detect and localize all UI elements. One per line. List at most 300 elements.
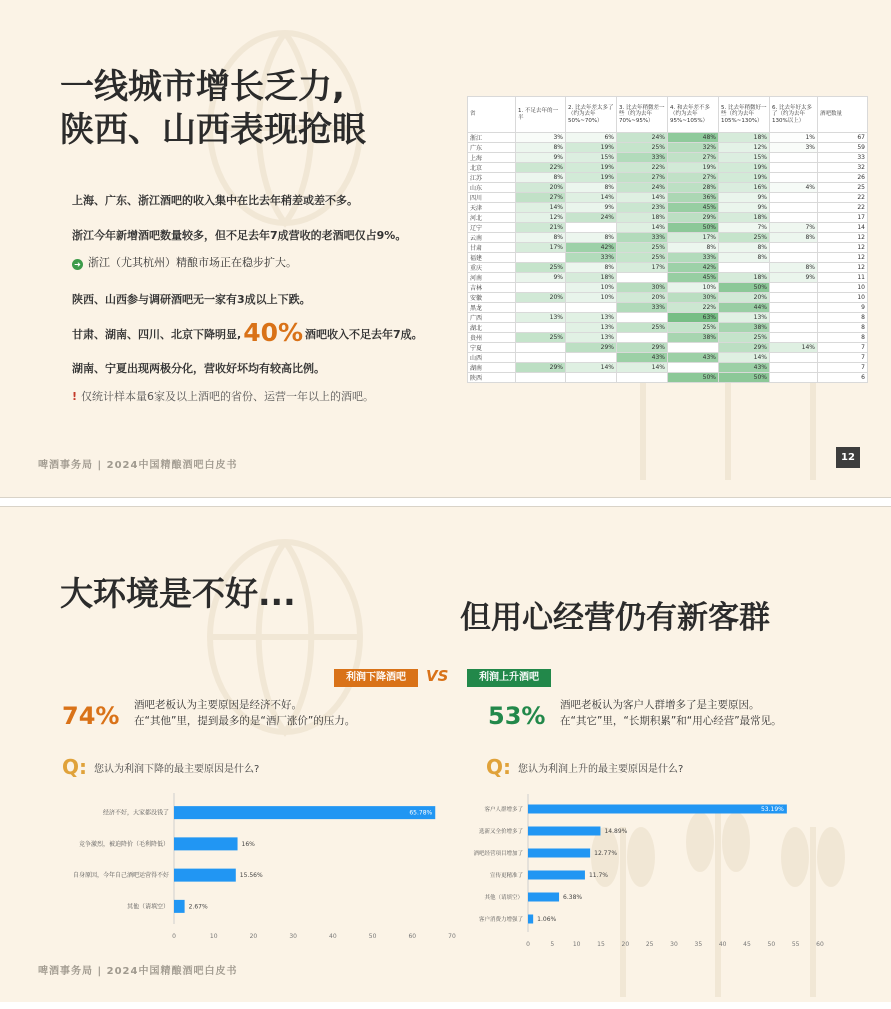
percent-cell: 27% <box>668 153 719 163</box>
tick-label: 0 <box>172 933 176 940</box>
table-header-cell: 2. 比去年差太多了（约为去年50%~70%） <box>566 97 617 133</box>
count-cell: 33 <box>818 153 868 163</box>
table-row <box>468 313 868 323</box>
right-percentage: 53% <box>488 702 546 730</box>
category-label: 其他（请填空） <box>126 903 169 911</box>
percent-cell <box>566 373 617 383</box>
percent-cell: 25% <box>516 263 566 273</box>
percent-cell: 10% <box>668 283 719 293</box>
percent-cell <box>617 273 668 283</box>
province-cell: 浙江 <box>468 133 516 143</box>
percent-cell: 14% <box>617 223 668 233</box>
percent-cell: 25% <box>617 323 668 333</box>
percent-cell: 38% <box>719 323 770 333</box>
percent-cell: 16% <box>719 183 770 193</box>
percent-cell <box>770 363 818 373</box>
percent-cell: 8% <box>516 233 566 243</box>
province-cell: 上海 <box>468 153 516 163</box>
province-cell: 福建 <box>468 253 516 263</box>
highlight-percentage: 40% <box>243 318 304 347</box>
bar <box>174 869 236 882</box>
percent-cell: 20% <box>617 293 668 303</box>
bar <box>528 849 590 858</box>
data-label: 15.56% <box>239 872 263 880</box>
count-cell: 12 <box>818 263 868 273</box>
percent-cell: 8% <box>566 183 617 193</box>
insight-note-text: 浙江（尤其杭州）精酿市场正在稳步扩大。 <box>88 256 297 269</box>
percent-cell: 8% <box>770 233 818 243</box>
percent-cell: 9% <box>566 203 617 213</box>
percent-cell <box>617 333 668 343</box>
bar <box>528 915 533 924</box>
province-cell: 河北 <box>468 213 516 223</box>
data-label: 53.19% <box>760 806 784 813</box>
percent-cell: 43% <box>719 363 770 373</box>
insight-text-part: 酒吧收入不足去年7成。 <box>305 328 423 341</box>
percent-cell <box>770 163 818 173</box>
percent-cell: 25% <box>617 243 668 253</box>
tick-label: 50 <box>368 933 377 940</box>
insight-text-highlight <box>72 318 423 347</box>
percent-cell: 8% <box>566 263 617 273</box>
percent-cell: 42% <box>668 263 719 273</box>
province-cell: 云南 <box>468 233 516 243</box>
count-cell: 12 <box>818 243 868 253</box>
percent-cell: 30% <box>668 293 719 303</box>
tick-label: 50 <box>767 941 776 948</box>
percent-cell: 43% <box>617 353 668 363</box>
province-cell: 江苏 <box>468 173 516 183</box>
province-cell: 贵州 <box>468 333 516 343</box>
percent-cell: 14% <box>566 193 617 203</box>
question-mark-left: Q: <box>62 755 87 779</box>
revenue-table <box>467 96 868 383</box>
table-row <box>468 183 868 193</box>
insight-note <box>72 254 297 270</box>
footer-text: 啤酒事务局 | 2024中国精酿酒吧白皮书 <box>38 966 238 977</box>
data-label: 16% <box>241 840 255 848</box>
category-label: 选新又全价增多了 <box>478 829 523 835</box>
percent-cell: 48% <box>668 133 719 143</box>
percent-cell <box>770 353 818 363</box>
title-right: 但用心经营仍有新客群 <box>460 600 770 636</box>
data-label: 65.78% <box>409 809 433 817</box>
table-row <box>468 323 868 333</box>
table-row <box>468 293 868 303</box>
percent-cell: 33% <box>668 253 719 263</box>
table-row <box>468 333 868 343</box>
data-label: 1.06% <box>537 916 557 923</box>
province-cell: 河南 <box>468 273 516 283</box>
percent-cell: 8% <box>668 243 719 253</box>
percent-cell: 23% <box>617 203 668 213</box>
tick-label: 30 <box>670 941 678 948</box>
province-cell: 黑龙 <box>468 303 516 313</box>
category-label: 酒吧经营项目增加了 <box>473 851 523 857</box>
count-cell: 8 <box>818 313 868 323</box>
count-cell: 17 <box>818 213 868 223</box>
percent-cell: 8% <box>516 173 566 183</box>
tick-label: 45 <box>743 941 751 948</box>
percent-cell: 14% <box>516 203 566 213</box>
tick-label: 60 <box>408 933 417 940</box>
percent-cell: 19% <box>566 163 617 173</box>
percent-cell <box>770 213 818 223</box>
count-cell: 10 <box>818 283 868 293</box>
percent-cell: 29% <box>617 343 668 353</box>
tick-label: 20 <box>621 941 630 948</box>
table-row <box>468 203 868 213</box>
percent-cell <box>770 373 818 383</box>
table-row <box>468 253 868 263</box>
bar <box>174 900 185 913</box>
data-label: 11.7% <box>588 872 609 879</box>
percent-cell: 9% <box>770 273 818 283</box>
percent-cell: 18% <box>719 213 770 223</box>
province-cell: 辽宁 <box>468 223 516 233</box>
percent-cell: 19% <box>566 143 617 153</box>
percent-cell: 29% <box>668 213 719 223</box>
percent-cell: 20% <box>719 293 770 303</box>
question-mark-right: Q: <box>486 755 511 779</box>
percent-cell: 28% <box>668 183 719 193</box>
percent-cell: 27% <box>516 193 566 203</box>
tick-label: 35 <box>694 941 703 948</box>
count-cell: 7 <box>818 343 868 353</box>
percent-cell: 7% <box>719 223 770 233</box>
province-cell: 四川 <box>468 193 516 203</box>
percent-cell <box>770 153 818 163</box>
percent-cell <box>668 343 719 353</box>
percent-cell: 18% <box>719 273 770 283</box>
percent-cell: 8% <box>719 243 770 253</box>
table-row <box>468 263 868 273</box>
table-row <box>468 143 868 153</box>
vs-label: VS <box>426 667 449 685</box>
percent-cell <box>566 223 617 233</box>
percent-cell <box>566 353 617 363</box>
percent-cell <box>516 373 566 383</box>
percent-cell: 14% <box>617 193 668 203</box>
bar <box>528 827 600 836</box>
percent-cell: 19% <box>719 163 770 173</box>
percent-cell: 45% <box>668 203 719 213</box>
table-header-cell: 5. 比去年稍微好一些（约为去年105%~130%） <box>719 97 770 133</box>
category-label: 宣传更精准了 <box>489 873 523 879</box>
category-label: 竞争激烈，被迫降价（毛利降低） <box>78 840 169 848</box>
insight-text: 陕西、山西参与调研酒吧无一家有3成以上下跌。 <box>72 293 311 306</box>
bar <box>528 893 559 902</box>
right-description-line: 酒吧老板认为客户人群增多了是主要原因。 <box>560 699 760 711</box>
percent-cell: 22% <box>668 303 719 313</box>
table-header-cell: 1. 不足去年的一半 <box>516 97 566 133</box>
percent-cell: 18% <box>566 273 617 283</box>
insight-text: 湖南、宁夏出现两极分化，营收好坏均有较高比例。 <box>72 362 325 375</box>
table-row <box>468 233 868 243</box>
percent-cell: 33% <box>566 253 617 263</box>
table-row <box>468 273 868 283</box>
percent-cell <box>770 193 818 203</box>
tick-label: 40 <box>329 933 337 940</box>
percent-cell: 13% <box>516 313 566 323</box>
table-header-cell: 省 <box>468 97 516 133</box>
percent-cell: 17% <box>516 243 566 253</box>
percent-cell: 9% <box>516 153 566 163</box>
percent-cell <box>617 373 668 383</box>
count-cell: 59 <box>818 143 868 153</box>
percent-cell: 14% <box>719 353 770 363</box>
page-title <box>60 66 440 152</box>
percent-cell: 24% <box>617 133 668 143</box>
tick-label: 55 <box>791 941 800 948</box>
bar <box>174 837 238 850</box>
footnote-text: 仅统计样本量6家及以上酒吧的省份、运营一年以上的酒吧。 <box>81 390 375 403</box>
province-cell: 山东 <box>468 183 516 193</box>
percent-cell: 25% <box>617 253 668 263</box>
table-row <box>468 363 868 373</box>
province-cell: 宁夏 <box>468 343 516 353</box>
percent-cell: 9% <box>719 193 770 203</box>
percent-cell: 50% <box>668 223 719 233</box>
footer-text: 啤酒事务局 | 2024中国精酿酒吧白皮书 <box>38 460 238 471</box>
province-cell: 广西 <box>468 313 516 323</box>
percent-cell <box>516 303 566 313</box>
percent-cell: 19% <box>566 173 617 183</box>
circle-arrow-right-icon: ➜ <box>72 259 83 270</box>
percent-cell <box>770 293 818 303</box>
percent-cell: 29% <box>566 343 617 353</box>
table-row <box>468 303 868 313</box>
table-header-cell: 4. 和去年差不多（约为去年95%~105%） <box>668 97 719 133</box>
percent-cell: 6% <box>566 133 617 143</box>
count-cell: 26 <box>818 173 868 183</box>
percent-cell: 14% <box>566 363 617 373</box>
percent-cell <box>770 283 818 293</box>
right-description-line: 在“其它”里，“长期积累”和“用心经营”最常见。 <box>560 715 782 728</box>
table-row <box>468 193 868 203</box>
percent-cell: 14% <box>770 343 818 353</box>
province-cell: 甘肃 <box>468 243 516 253</box>
percent-cell: 32% <box>668 143 719 153</box>
percent-cell <box>516 253 566 263</box>
percent-cell: 22% <box>516 163 566 173</box>
bar <box>528 805 787 814</box>
percent-cell: 3% <box>770 143 818 153</box>
percent-cell: 4% <box>770 183 818 193</box>
page-number: 12 <box>836 447 860 468</box>
slide-revenue-by-province <box>0 0 891 497</box>
tick-label: 10 <box>572 941 581 948</box>
percent-cell: 20% <box>516 293 566 303</box>
table-body <box>468 133 868 383</box>
percent-cell: 19% <box>668 163 719 173</box>
percent-cell <box>516 323 566 333</box>
count-cell: 11 <box>818 273 868 283</box>
bar <box>174 806 435 819</box>
percent-cell: 29% <box>719 343 770 353</box>
percent-cell: 1% <box>770 133 818 143</box>
percent-cell: 25% <box>516 333 566 343</box>
percent-cell <box>770 323 818 333</box>
tick-label: 60 <box>816 941 824 948</box>
percent-cell: 38% <box>668 333 719 343</box>
badge-profit-down: 利润下降酒吧 <box>334 669 418 687</box>
table-row <box>468 173 868 183</box>
province-cell: 吉林 <box>468 283 516 293</box>
percent-cell: 22% <box>617 163 668 173</box>
percent-cell: 44% <box>719 303 770 313</box>
category-label: 客户人群增多了 <box>484 807 523 813</box>
percent-cell: 24% <box>617 183 668 193</box>
category-label: 自身原因，今年自己酒吧运营得不好 <box>72 872 169 880</box>
table-row <box>468 283 868 293</box>
percent-cell: 43% <box>668 353 719 363</box>
table-row <box>468 133 868 143</box>
left-description <box>134 697 355 730</box>
percent-cell: 10% <box>566 293 617 303</box>
percent-cell: 10% <box>566 283 617 293</box>
percent-cell: 13% <box>566 333 617 343</box>
percent-cell: 29% <box>516 363 566 373</box>
count-cell: 14 <box>818 223 868 233</box>
title-line-1: 一线城市增长乏力, <box>60 67 345 107</box>
province-cell: 山西 <box>468 353 516 363</box>
percent-cell: 33% <box>617 233 668 243</box>
table-row <box>468 213 868 223</box>
data-label: 12.77% <box>594 850 618 857</box>
left-description-line: 酒吧老板认为主要原因是经济不好。 <box>134 699 302 711</box>
percent-cell: 13% <box>566 323 617 333</box>
province-cell: 陕西 <box>468 373 516 383</box>
count-cell: 7 <box>818 363 868 373</box>
percent-cell <box>770 313 818 323</box>
percent-cell: 13% <box>719 313 770 323</box>
right-question: 您认为利润上升的最主要原因是什么? <box>518 764 684 775</box>
badge-profit-up: 利润上升酒吧 <box>467 669 551 687</box>
count-cell: 9 <box>818 303 868 313</box>
percent-cell <box>770 303 818 313</box>
data-label: 14.89% <box>604 828 628 835</box>
percent-cell: 12% <box>719 143 770 153</box>
table-row <box>468 343 868 353</box>
percent-cell: 9% <box>719 203 770 213</box>
percent-cell: 42% <box>566 243 617 253</box>
table-row <box>468 373 868 383</box>
table-row <box>468 153 868 163</box>
chart-profit-up-reasons <box>440 792 860 952</box>
percent-cell <box>617 313 668 323</box>
chart-profit-down-reasons <box>40 792 460 952</box>
count-cell: 12 <box>818 253 868 263</box>
percent-cell <box>770 333 818 343</box>
table-row <box>468 353 868 363</box>
count-cell: 25 <box>818 183 868 193</box>
percent-cell: 13% <box>566 313 617 323</box>
percent-cell: 45% <box>668 273 719 283</box>
table-header-cell: 3. 比去年稍微差一些（约为去年70%~95%） <box>617 97 668 133</box>
count-cell: 32 <box>818 163 868 173</box>
percent-cell: 18% <box>617 213 668 223</box>
percent-cell: 12% <box>516 213 566 223</box>
percent-cell: 25% <box>719 333 770 343</box>
percent-cell: 14% <box>617 363 668 373</box>
percent-cell <box>668 363 719 373</box>
insight-text: 浙江今年新增酒吧数量较多，但不足去年7成营收的老酒吧仅占9%。 <box>72 229 407 242</box>
exclamation-icon: ! <box>72 390 78 403</box>
percent-cell: 25% <box>668 323 719 333</box>
percent-cell <box>516 353 566 363</box>
tick-label: 20 <box>249 933 258 940</box>
tick-label: 15 <box>597 941 605 948</box>
tick-label: 70 <box>448 933 456 940</box>
percent-cell <box>719 263 770 273</box>
percent-cell <box>770 243 818 253</box>
percent-cell: 7% <box>770 223 818 233</box>
percent-cell: 27% <box>617 173 668 183</box>
category-label: 客户消费力增强了 <box>478 917 523 923</box>
percent-cell: 8% <box>770 263 818 273</box>
province-cell: 湖南 <box>468 363 516 373</box>
percent-cell: 9% <box>516 273 566 283</box>
data-label: 2.67% <box>188 903 208 911</box>
footnote <box>72 388 374 404</box>
percent-cell: 20% <box>516 183 566 193</box>
table-row <box>468 223 868 233</box>
percent-cell: 24% <box>566 213 617 223</box>
percent-cell: 17% <box>668 233 719 243</box>
table-header-cell: 6. 比去年好太多了（约为去年130%以上） <box>770 97 818 133</box>
percent-cell: 50% <box>719 283 770 293</box>
percent-cell: 8% <box>566 233 617 243</box>
province-cell: 安徽 <box>468 293 516 303</box>
percent-cell: 27% <box>668 173 719 183</box>
tick-label: 30 <box>289 933 297 940</box>
province-cell: 天津 <box>468 203 516 213</box>
tick-label: 0 <box>526 941 530 948</box>
count-cell: 67 <box>818 133 868 143</box>
percent-cell: 36% <box>668 193 719 203</box>
percent-cell: 15% <box>719 153 770 163</box>
count-cell: 12 <box>818 233 868 243</box>
percent-cell: 17% <box>617 263 668 273</box>
slide-profit-reasons <box>0 507 891 1002</box>
percent-cell <box>516 343 566 353</box>
province-cell: 湖北 <box>468 323 516 333</box>
title-left: 大环境是不好... <box>60 574 296 613</box>
count-cell: 7 <box>818 353 868 363</box>
percent-cell: 8% <box>516 143 566 153</box>
count-cell: 10 <box>818 293 868 303</box>
insight-text: 上海、广东、浙江酒吧的收入集中在比去年稍差或差不多。 <box>72 194 358 207</box>
tick-label: 25 <box>645 941 654 948</box>
left-percentage: 74% <box>62 702 120 730</box>
count-cell: 6 <box>818 373 868 383</box>
table-row <box>468 243 868 253</box>
table-header-cell: 酒吧数量 <box>818 97 868 133</box>
percent-cell <box>566 303 617 313</box>
percent-cell: 8% <box>719 253 770 263</box>
percent-cell: 33% <box>617 153 668 163</box>
tick-label: 5 <box>550 941 555 948</box>
percent-cell: 21% <box>516 223 566 233</box>
count-cell: 22 <box>818 203 868 213</box>
count-cell: 8 <box>818 323 868 333</box>
table-header-row <box>468 97 868 133</box>
province-cell: 重庆 <box>468 263 516 273</box>
data-label: 6.38% <box>563 894 583 901</box>
percent-cell <box>770 173 818 183</box>
percent-cell: 33% <box>617 303 668 313</box>
